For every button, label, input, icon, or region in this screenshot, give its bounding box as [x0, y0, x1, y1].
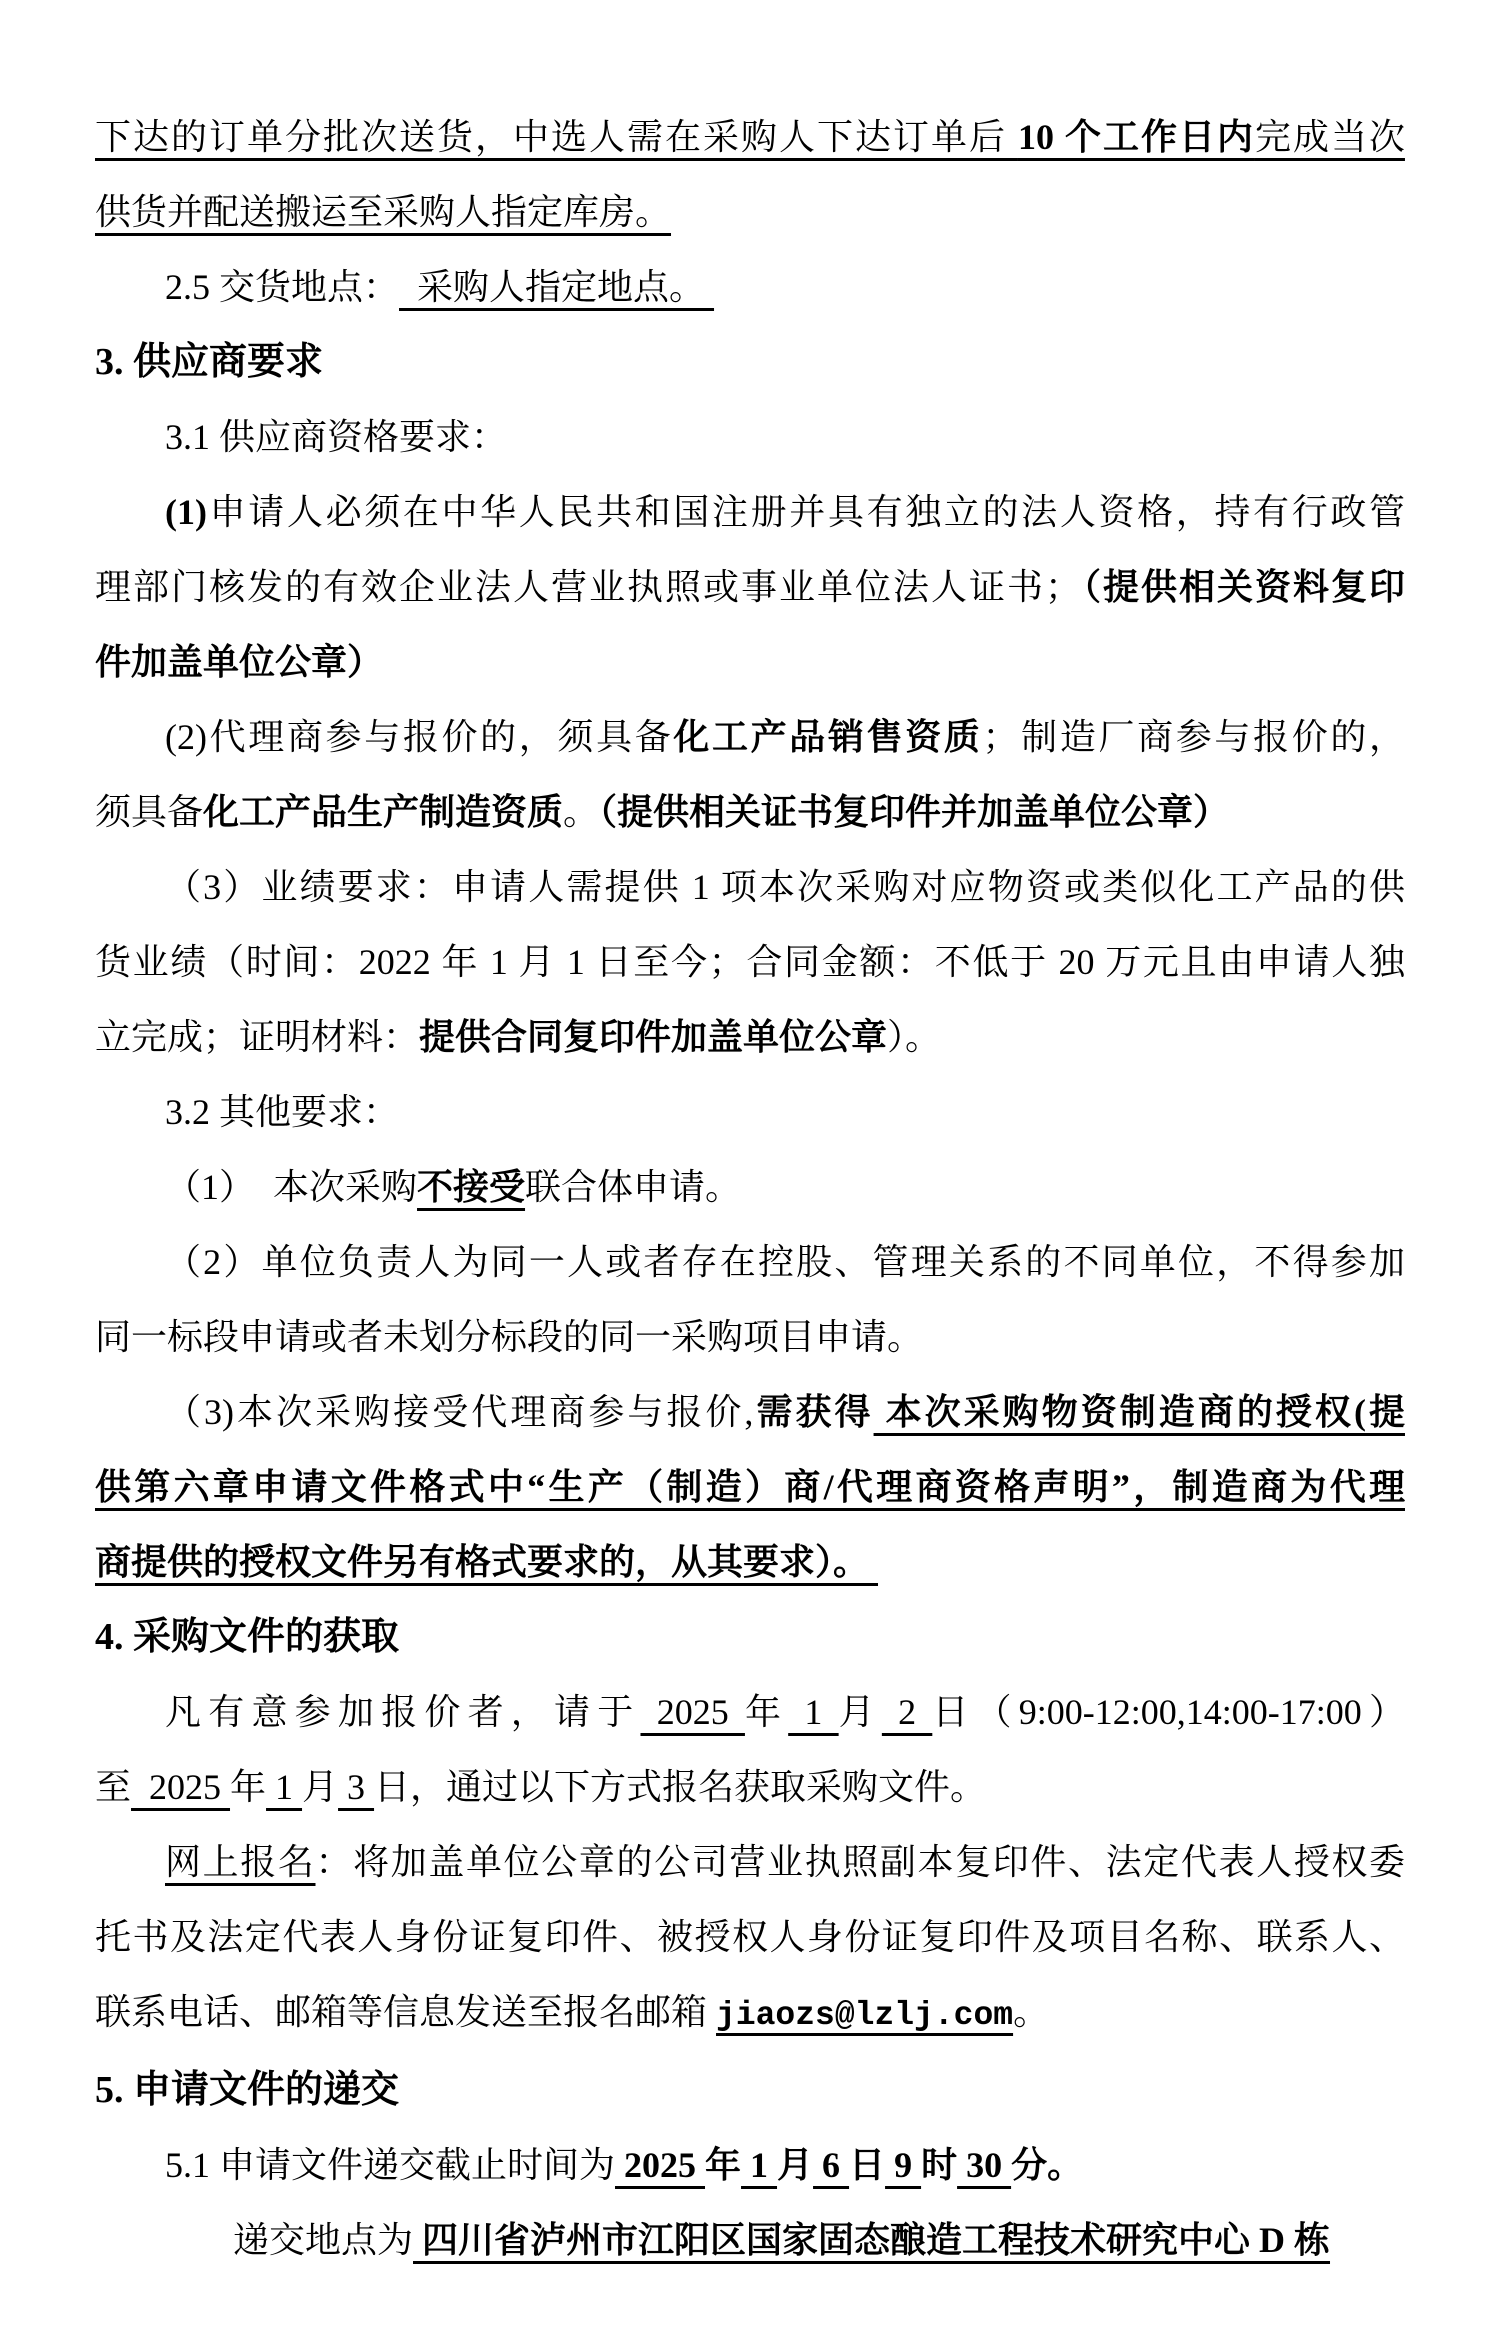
text-run: 4. 采购文件的获取 [95, 1616, 400, 1658]
text-run: 采购人指定地点。 [399, 267, 715, 307]
text-run: 年 [705, 2145, 742, 2185]
text-run: 须具备 [95, 792, 204, 832]
text-run: 立完成；证明材料： [95, 1017, 420, 1057]
para-other-requirements-title [95, 1075, 1405, 1150]
para-submission-place [95, 2203, 1405, 2278]
text-run: 下达的订单分批次送货，中选人需在采购人下达订单后 [95, 117, 1018, 157]
text-run: 联合体申请。 [525, 1167, 742, 1207]
text-run: （3）业绩要求：申请人需提供 1 项本次采购对应物资或类似化工产品的供 [165, 867, 1405, 907]
text-run: 申请人必须在中华人民共和国注册并具有独立的法人资格，持有行政管 [206, 492, 1405, 532]
text-run: 时 [921, 2145, 958, 2185]
para-qual-2-line1 [95, 700, 1405, 775]
text-run: 同一标段申请或者未划分标段的同一采购项目申请。 [95, 1317, 924, 1357]
para-online-registration-line2 [95, 1900, 1405, 1975]
text-run: 货业绩（时间：2022 年 1 月 1 日至今；合同金额：不低于 20 万元且由申请人独 [95, 942, 1405, 982]
text-run: 月 [838, 1692, 882, 1732]
text-run: 完成当次 [1254, 117, 1405, 157]
text-run: 分。 [1011, 2145, 1084, 2185]
text-run: 2025 [640, 1692, 745, 1732]
text-run: 。 [1013, 1992, 1050, 2032]
para-qual-1-line2 [95, 550, 1405, 625]
text-run: 日，通过以下方式报名获取采购文件。 [374, 1767, 987, 1807]
para-qual-1-line1 [95, 475, 1405, 550]
text-run: 年 [744, 1692, 789, 1732]
text-run: 递交地点为 [233, 2220, 414, 2260]
text-run: 月 [777, 2145, 814, 2185]
para-other-3-line3 [95, 1525, 1405, 1600]
text-run: 件加盖单位公章） [95, 642, 384, 682]
para-qual-1-line3 [95, 625, 1405, 700]
text-run: 四川省泸州市江阳区国家固态酿造工程技术研究中心 D 栋 [413, 2220, 1331, 2260]
text-run: （3)本次采购接受代理商参与报价, [165, 1392, 754, 1432]
text-run: 1 [266, 1767, 303, 1807]
text-run: 凡有意参加报价者，请于 [165, 1692, 641, 1732]
para-other-3-line1 [95, 1375, 1405, 1450]
text-run: 托书及法定代表人身份证复印件、被授权人身份证复印件及项目名称、联系人、 [95, 1917, 1405, 1957]
text-run: 6 [813, 2145, 850, 2185]
text-run: 年 [230, 1767, 267, 1807]
para-other-1 [95, 1150, 1405, 1225]
text-run: ；制造厂商参与报价的， [982, 717, 1405, 757]
text-run: (2)代理商参与报价的，须具备 [165, 717, 674, 757]
text-run: (1) [165, 492, 207, 532]
document-body [95, 100, 1405, 2278]
text-run: 不接受 [417, 1167, 526, 1207]
para-order-delivery-line1 [95, 100, 1405, 175]
para-other-3-line2 [95, 1450, 1405, 1525]
text-run: 商提供的授权文件另有格式要求的，从其要求）。 [95, 1542, 879, 1582]
text-run: 日（9:00-12:00,14:00-17:00） [932, 1692, 1405, 1732]
para-online-registration-line3 [95, 1975, 1405, 2053]
heading-document-submission [95, 2053, 1405, 2128]
text-run: 5. 申请文件的递交 [95, 2069, 400, 2111]
heading-supplier-requirements [95, 325, 1405, 400]
text-run: 1 [788, 1692, 839, 1732]
para-online-registration-line1 [95, 1825, 1405, 1900]
text-run: ）。 [887, 1017, 942, 1057]
text-run: 网上报名 [165, 1842, 316, 1882]
text-run: 2 [881, 1692, 933, 1732]
para-other-2-line1 [95, 1225, 1405, 1300]
text-run: 。 [563, 792, 600, 832]
text-run: 供第六章申请文件格式中“生产（制造）商/代理商资格声明”，制造商为代理 [95, 1467, 1405, 1507]
text-run: 供货并配送搬运至采购人指定库房。 [95, 192, 672, 232]
text-run: 至 [95, 1767, 132, 1807]
text-run: 2025 [131, 1767, 231, 1807]
para-qual-3-line1 [95, 850, 1405, 925]
text-run: 2.5 交货地点： [165, 267, 400, 307]
para-qualification-title [95, 400, 1405, 475]
text-run: 月 [302, 1767, 339, 1807]
text-run: 化工产品销售资质 [673, 717, 983, 757]
para-delivery-place [95, 250, 1405, 325]
para-qual-2-line2 [95, 775, 1405, 850]
text-run: 2025 [615, 2145, 706, 2185]
para-acquisition-line2 [95, 1750, 1405, 1825]
para-order-delivery-line2 [95, 175, 1405, 250]
text-run: 3.2 其他要求： [165, 1092, 400, 1132]
text-run: 5.1 申请文件递交截止时间为 [165, 2145, 616, 2185]
heading-document-acquisition [95, 1600, 1405, 1675]
text-run: （1） 本次采购 [165, 1167, 418, 1207]
text-run: （提供相关证书复印件并加盖单位公章） [599, 792, 1230, 832]
text-run: 30 [957, 2145, 1012, 2185]
text-run: 日 [849, 2145, 886, 2185]
text-run: 本次采购物资制造商的授权(提 [873, 1392, 1405, 1432]
text-run: 9 [885, 2145, 922, 2185]
text-run: 3 [338, 1767, 375, 1807]
text-run: 联系电话、邮箱等信息发送至报名邮箱 [95, 1992, 717, 2032]
text-run: 1 [741, 2145, 778, 2185]
text-run: 化工产品生产制造资质 [203, 792, 564, 832]
text-run: 3. 供应商要求 [95, 341, 324, 383]
text-run: 理部门核发的有效企业法人营业执照或事业单位法人证书； [95, 567, 1081, 607]
para-qual-3-line3 [95, 1000, 1405, 1075]
text-run: 提供合同复印件加盖单位公章 [419, 1017, 888, 1057]
text-run: 10 个工作日内 [1017, 117, 1255, 157]
para-qual-3-line2 [95, 925, 1405, 1000]
para-other-2-line2 [95, 1300, 1405, 1375]
para-submission-deadline [95, 2128, 1405, 2203]
text-run: （提供相关资料复印 [1080, 567, 1405, 607]
para-acquisition-line1 [95, 1675, 1405, 1750]
text-run: 3.1 供应商资格要求： [165, 417, 508, 457]
text-run: ：将加盖单位公章的公司营业执照副本复印件、法定代表人授权委 [315, 1842, 1405, 1882]
email-text: jiaozs@lzlj.com [716, 1997, 1014, 2034]
text-run: 需获得 [753, 1392, 874, 1432]
text-run: （2）单位负责人为同一人或者存在控股、管理关系的不同单位，不得参加 [165, 1242, 1405, 1282]
